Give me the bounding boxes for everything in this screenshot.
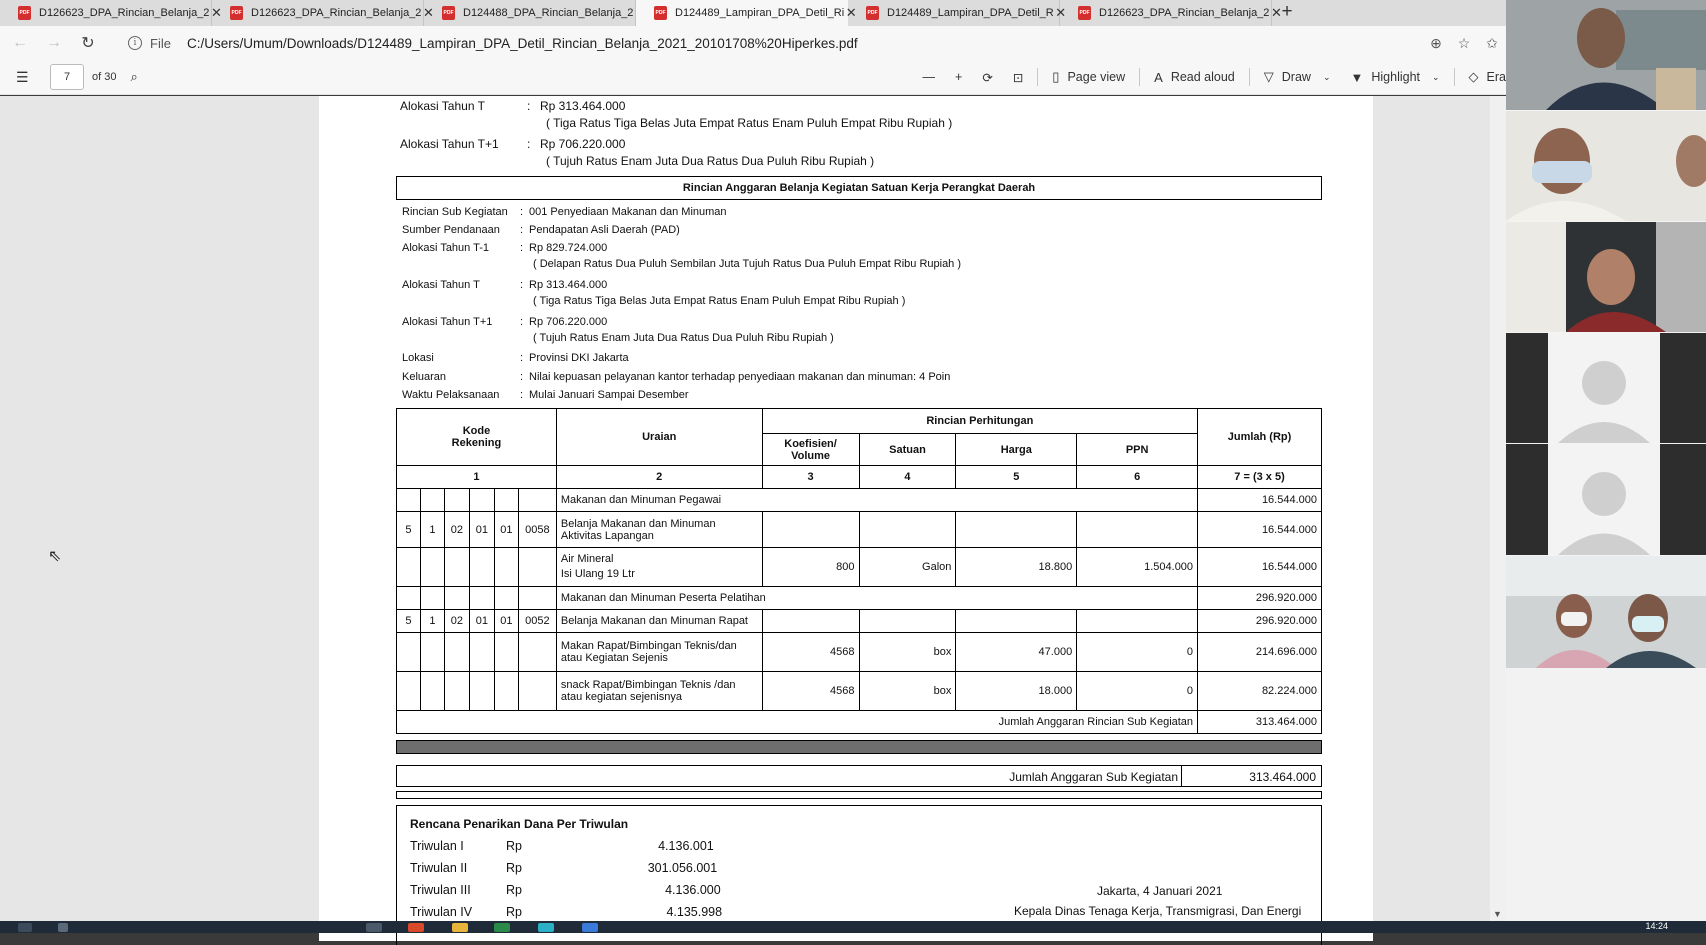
read-aloud-button[interactable] [1144,70,1245,85]
ppn-cell: 1.504.000 [1077,548,1198,587]
kode-cell: 0052 [518,610,556,633]
harga-cell: 18.000 [956,672,1077,711]
back-arrow-icon[interactable]: ← [12,34,28,51]
tab-title: D126623_DPA_Rincian_Belanja_2 [1099,7,1270,19]
kode-cell [397,672,421,711]
zoom-icon[interactable]: ⊕ [1430,34,1442,51]
rincian-title: Rincian Anggaran Belanja Kegiatan Satuan Kerja Perangkat Daerah [396,176,1322,200]
kode-cell [420,548,444,587]
kode-cell [444,587,469,610]
participant-video [1506,111,1706,221]
draw-label: Draw [1281,70,1311,84]
divider [1454,68,1455,86]
pdf-file-icon: PDF [18,6,31,20]
browser-tab[interactable] [424,0,636,26]
participant-avatar-tile[interactable] [1506,333,1706,443]
windows-taskbar [0,921,1706,933]
app-icon[interactable] [582,923,598,932]
close-tab-icon[interactable]: ✕ [422,5,434,20]
currency-label: Rp [506,839,522,853]
chevron-down-icon[interactable]: ⌄ [1432,71,1440,82]
colon: : [527,137,531,151]
kode-cell [420,672,444,711]
kode-cell [444,548,469,587]
info-row [402,352,629,364]
colon: : [520,352,524,364]
read-aloud-icon: A [1154,69,1163,85]
kode-cell [518,672,556,711]
info-row [402,389,689,401]
close-tab-icon[interactable]: ✕ [1055,5,1067,20]
triwulan-label: Triwulan I [410,839,464,853]
kode-cell [518,587,556,610]
currency-label: Rp [506,905,522,919]
currency-label: Rp [506,883,522,897]
info-value: Pendapatan Asli Daerah (PAD) [529,224,680,236]
info-label: Alokasi Tahun T+1 [402,316,493,328]
kode-cell [397,548,421,587]
table-of-contents-icon[interactable]: ☰ [16,68,29,85]
header-satuan: Satuan [859,434,956,466]
tab-title: D124489_Lampiran_DPA_Detil_Ri [675,7,845,19]
browser-tab[interactable] [212,0,434,26]
uraian-cell: Belanja Makanan dan Minuman Aktivitas Lapangan [556,512,762,548]
spacer-box [396,791,1322,799]
satuan-cell [859,512,956,548]
uraian-cell: Makanan dan Minuman Pegawai [556,489,1197,512]
info-value: Rp 313.464.000 [529,279,608,291]
table-row [397,610,1322,633]
kode-cell: 0058 [518,512,556,548]
info-words: ( Delapan Ratus Dua Puluh Sembilan Juta Tujuh Ratus Dua Puluh Empat Ribu Rupiah ) [533,258,962,270]
info-label: Sumber Pendanaan [402,224,500,236]
colon: : [520,316,524,328]
col-number: 1 [397,466,557,489]
header-koefisien: Koefisien/ Volume [762,434,859,466]
col-number: 4 [859,466,956,489]
kode-cell: 1 [420,610,444,633]
participant-video [1506,0,1706,110]
satuan-cell: Galon [859,548,956,587]
info-value: 001 Penyediaan Makanan dan Minuman [529,206,727,218]
info-value: Provinsi DKI Jakarta [529,352,629,364]
triwulan-row [410,905,723,919]
browser-tab[interactable] [848,0,1067,26]
avatar-placeholder-icon [1506,333,1706,443]
kode-cell [420,633,444,672]
zoom-out-button[interactable]: — [922,70,936,84]
triwulan-label: Triwulan II [410,861,468,875]
sign-office: Kepala Dinas Tenaga Kerja, Transmigrasi, Dan Energi [1014,904,1302,918]
triwulan-row [410,839,714,853]
pdf-file-icon: PDF [1078,6,1091,20]
page-number-input[interactable]: 7 [50,64,84,90]
kode-cell [444,489,469,512]
kode-cell [469,587,494,610]
info-label: Alokasi Tahun T [402,279,480,291]
table-total-row [397,711,1322,734]
penarikan-title: Rencana Penarikan Dana Per Triwulan [410,817,629,831]
kode-cell: 01 [494,512,518,548]
triwulan-amount: 4.136.001 [658,839,714,853]
table-footer-bar [396,740,1322,754]
rincian-table [396,408,1322,734]
uraian-cell: Makan Rapat/Bimbingan Teknis/dan atau Kegiatan Sejenis [556,633,762,672]
koef-cell [762,610,859,633]
divider [1181,766,1182,786]
taskbar-clock[interactable]: 14:24 [1645,921,1668,931]
info-value: Mulai Januari Sampai Desember [529,389,689,401]
chrome-icon[interactable] [408,923,424,932]
pdf-toolbar [0,60,1506,95]
satuan-cell: box [859,672,956,711]
ppn-cell: 0 [1077,633,1198,672]
info-row [402,224,680,236]
favorites-list-icon[interactable]: ✩ [1486,34,1498,51]
harga-cell [956,610,1077,633]
koef-cell: 800 [762,548,859,587]
uraian-cell: snack Rapat/Bimbingan Teknis /dan atau kegiatan sejenisnya [556,672,762,711]
table-row [397,489,1322,512]
pdf-file-icon: PDF [442,6,455,20]
info-row [402,316,834,344]
divider [1249,68,1250,86]
ppn-cell [1077,512,1198,548]
tab-strip [0,0,1506,26]
tab-title: D126623_DPA_Rincian_Belanja_2 [251,7,422,19]
harga-cell [956,512,1077,548]
triwulan-label: Triwulan III [410,883,471,897]
table-row [397,672,1322,711]
alloc-value: Rp 706.220.000 [540,137,626,151]
read-aloud-label: Read aloud [1170,70,1235,84]
participant-video [1506,556,1706,668]
kode-cell: 01 [494,610,518,633]
pdf-file-icon: PDF [866,6,879,20]
koef-cell [762,512,859,548]
colon: : [527,99,531,113]
triwulan-amount: 301.056.001 [647,861,718,875]
jumlah-cell: 296.920.000 [1198,610,1322,633]
kode-cell [444,672,469,711]
participant-video-tile[interactable] [1506,0,1706,110]
close-tab-icon[interactable]: ✕ [845,5,857,20]
info-row [402,371,951,383]
triwulan-amount: 4.136.000 [665,883,721,897]
participant-video-tile[interactable] [1506,556,1706,668]
favorite-star-icon[interactable]: ☆ [1457,34,1471,51]
info-value: Rp 829.724.000 [529,242,608,254]
harga-cell: 47.000 [956,633,1077,672]
pdf-file-icon: PDF [230,6,243,20]
highlight-button[interactable] [1340,70,1449,85]
kode-cell [518,633,556,672]
info-value: Nilai kepuasan pelayanan kantor terhadap penyediaan makanan dan minuman: 4 Poin [529,371,951,383]
colon: : [520,371,524,383]
page-view-label: Page view [1067,70,1126,84]
new-tab-button[interactable]: + [1281,1,1293,22]
info-label: Rincian Sub Kegiatan [402,206,508,218]
chevron-down-icon[interactable]: ⌄ [1322,71,1331,82]
tab-title: D124489_Lampiran_DPA_Detil_R [887,7,1054,19]
url-field[interactable]: C:/Users/Umum/Downloads/D124489_Lampiran_DPA_Detil_Rincian_Belanja_2021_20101708%20Hiperkes.pdf [186,35,858,51]
fit-page-icon[interactable]: ⊡ [1012,70,1024,85]
satuan-cell: box [859,633,956,672]
kode-cell [397,587,421,610]
sign-date: Jakarta, 4 Januari 2021 [1097,884,1223,898]
kode-cell [494,587,518,610]
info-label: Lokasi [402,352,434,364]
header-ppn: PPN [1077,434,1198,466]
col-number: 3 [762,466,859,489]
uraian-cell: Air Mineral Isi Ulang 19 Ltr [556,548,762,587]
total-value: 313.464.000 [1198,711,1322,734]
refresh-icon[interactable]: ↻ [81,35,95,52]
table-row [397,633,1322,672]
kode-cell [494,633,518,672]
uraian-cell: Makanan dan Minuman Peserta Pelatihan [556,587,1197,610]
kode-cell: 5 [397,512,421,548]
jumlah-cell: 16.544.000 [1198,512,1322,548]
currency-label: Rp [506,861,522,875]
forward-arrow-icon[interactable]: → [46,34,62,51]
kode-cell [469,548,494,587]
browser-tab[interactable] [0,0,222,26]
avatar-placeholder-icon [1506,444,1706,555]
mouse-cursor-icon: ⇖ [48,548,62,565]
col-number: 5 [956,466,1077,489]
search-icon[interactable]: ⌕ [130,69,138,84]
close-tab-icon[interactable]: ✕ [1270,5,1282,20]
kode-cell: 01 [469,512,494,548]
koef-cell: 4568 [762,672,859,711]
kode-cell [444,633,469,672]
kode-cell [494,489,518,512]
colon: : [520,242,524,254]
address-bar [0,26,1506,60]
table-row [397,587,1322,610]
header-uraian: Uraian [556,409,762,466]
uraian-cell: Belanja Makanan dan Minuman Rapat [556,610,762,633]
participant-video-tile[interactable] [1506,222,1706,332]
erase-button[interactable] [1459,69,1506,85]
vertical-scrollbar[interactable] [1490,96,1506,921]
start-icon[interactable] [18,923,32,932]
kode-cell [469,633,494,672]
kode-cell: 5 [397,610,421,633]
info-words: ( Tiga Ratus Tiga Belas Juta Empat Ratus Enam Puluh Empat Ribu Rupiah ) [533,295,906,307]
eraser-icon: ◇ [1468,69,1479,84]
browser-tab[interactable] [1060,0,1282,26]
colon: : [520,224,524,236]
sub-total-label: Jumlah Anggaran Sub Kegiatan [1009,770,1178,784]
divider [1037,68,1038,86]
video-call-panel [1506,0,1706,668]
participant-avatar-tile[interactable] [1506,444,1706,555]
header-rincian: Rincian Perhitungan [762,409,1197,434]
jumlah-cell: 214.696.000 [1198,633,1322,672]
triwulan-amount: 4.135.998 [666,905,723,919]
colon: : [520,206,524,218]
ppn-cell: 0 [1077,672,1198,711]
jumlah-cell: 296.920.000 [1198,587,1322,610]
kode-cell [397,489,421,512]
triwulan-row [410,861,718,875]
koef-cell: 4568 [762,633,859,672]
close-tab-icon[interactable]: ✕ [210,5,222,20]
kode-cell [420,587,444,610]
harga-cell: 18.800 [956,548,1077,587]
highlight-marker-icon: ▼ [1350,69,1364,85]
info-label: Keluaran [402,371,447,383]
alloc-value: Rp 313.464.000 [540,99,626,113]
side-margin [1506,668,1706,921]
jumlah-cell: 16.544.000 [1198,548,1322,587]
edge-icon[interactable] [538,923,554,932]
kode-cell [494,672,518,711]
page-view-icon: ▯ [1052,69,1060,84]
scroll-down-icon[interactable]: ▼ [1493,909,1502,919]
zoom-in-button[interactable]: + [955,70,963,84]
info-icon[interactable]: i [128,36,142,50]
kode-cell [397,633,421,672]
table-row [397,512,1322,548]
info-words: ( Tujuh Ratus Enam Juta Dua Ratus Dua Puluh Ribu Rupiah ) [533,332,834,344]
colon: : [520,389,524,401]
info-label: Alokasi Tahun T-1 [402,242,490,254]
file-scheme-label: File [150,35,171,51]
pdf-viewport[interactable] [0,96,1506,921]
triwulan-label: Triwulan IV [410,905,473,919]
kode-cell: 02 [444,610,469,633]
divider [1139,68,1140,86]
col-number: 6 [1077,466,1198,489]
kode-cell [420,489,444,512]
header-kode: Kode Rekening [397,409,557,466]
participant-video [1506,222,1706,332]
col-number: 2 [556,466,762,489]
satuan-cell [859,610,956,633]
pdf-page [319,96,1373,941]
task-view-icon[interactable] [366,923,382,932]
pdf-file-icon: PDF [654,6,667,20]
info-row [402,242,962,270]
kode-cell [469,672,494,711]
alloc-words: ( Tiga Ratus Tiga Belas Juta Empat Ratus Enam Puluh Empat Ribu Rupiah ) [546,116,953,130]
kode-cell [518,548,556,587]
triwulan-row [410,883,721,897]
info-row [402,206,727,218]
header-harga: Harga [956,434,1077,466]
erase-label: Era [1486,70,1506,84]
header-jumlah: Jumlah (Rp) [1198,409,1322,466]
colon: : [520,279,524,291]
info-value: Rp 706.220.000 [529,316,608,328]
browser-tab-active[interactable] [636,0,857,26]
rotate-icon[interactable]: ⟳ [982,70,993,85]
kode-cell [518,489,556,512]
highlight-label: Highlight [1371,70,1420,84]
alloc-label: Alokasi Tahun T [400,99,485,113]
ppn-cell [1077,610,1198,633]
table-row [397,548,1322,587]
alloc-words: ( Tujuh Ratus Enam Juta Dua Ratus Dua Puluh Ribu Rupiah ) [546,154,875,168]
kode-cell: 02 [444,512,469,548]
sub-total-value: 313.464.000 [1249,770,1316,784]
kode-cell [494,548,518,587]
tab-title: D126623_DPA_Rincian_Belanja_2 [39,7,210,19]
kode-cell: 1 [420,512,444,548]
col-number: 7 = (3 x 5) [1198,466,1322,489]
jumlah-cell: 82.224.000 [1198,672,1322,711]
info-row [402,279,906,307]
page-view-button[interactable] [1042,69,1135,85]
draw-button[interactable] [1254,69,1341,85]
participant-video-tile[interactable] [1506,111,1706,221]
search-icon[interactable] [58,923,68,932]
info-label: Waktu Pelaksanaan [402,389,500,401]
alloc-label: Alokasi Tahun T+1 [400,137,499,151]
file-explorer-icon[interactable] [452,923,468,932]
kode-cell: 01 [469,610,494,633]
tab-title: D124488_DPA_Rincian_Belanja_2 [463,7,634,19]
total-label: Jumlah Anggaran Rincian Sub Kegiatan [397,711,1198,734]
draw-pen-icon: ▽ [1263,69,1274,84]
excel-icon[interactable] [494,923,510,932]
sub-total-box [396,765,1322,787]
page-total: of 30 [92,71,117,83]
jumlah-cell: 16.544.000 [1198,489,1322,512]
kode-cell [469,489,494,512]
